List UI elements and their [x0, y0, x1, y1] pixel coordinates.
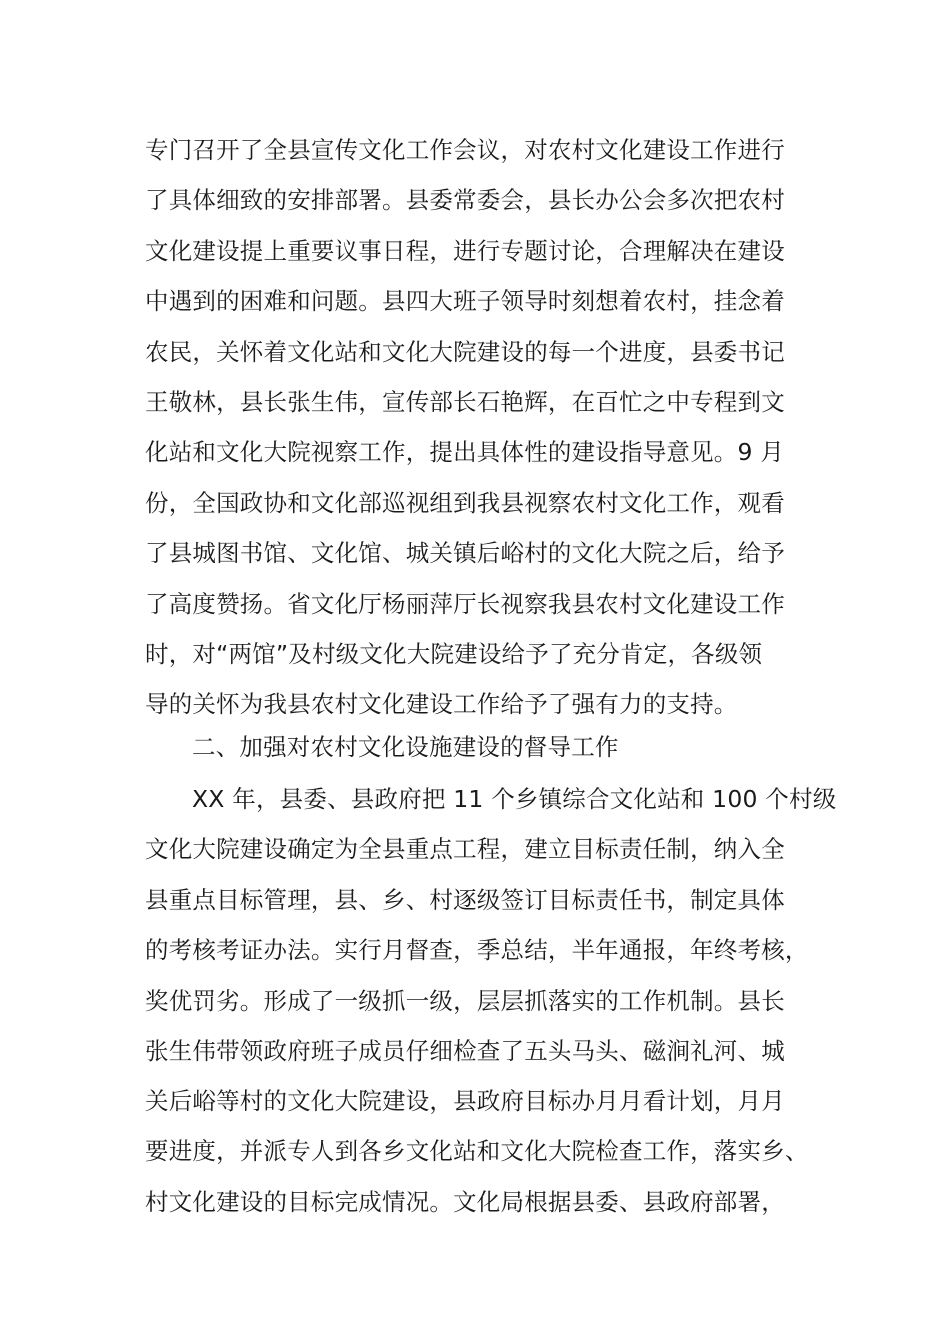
body-text-line: 份，全国政协和文化部巡视组到我县视察农村文化工作，观看	[145, 489, 785, 517]
body-text-line: 县重点目标管理，县、乡、村逐级签订目标责任书，制定具体	[145, 886, 785, 914]
body-text-line: XX 年，县委、县政府把 11 个乡镇综合文化站和 100 个村级	[192, 785, 837, 813]
body-text-line: 的考核考证办法。实行月督查，季总结，半年通报，年终考核，	[145, 936, 809, 964]
body-text-line: 王敬林，县长张生伟，宣传部长石艳辉，在百忙之中专程到文	[145, 388, 785, 416]
body-text-line: 张生伟带领政府班子成员仔细检查了五头马头、磁涧礼河、城	[145, 1037, 785, 1065]
body-text-line: 村文化建设的目标完成情况。文化局根据县委、县政府部署，	[145, 1188, 785, 1216]
body-text-line: 时，对“两馆”及村级文化大院建设给予了充分肯定，各级领	[145, 640, 763, 668]
body-text-line: 导的关怀为我县农村文化建设工作给予了强有力的支持。	[145, 690, 738, 718]
body-text-line: 文化大院建设确定为全县重点工程，建立目标责任制，纳入全	[145, 835, 785, 863]
body-text-line: 农民，关怀着文化站和文化大院建设的每一个进度，县委书记	[145, 338, 785, 366]
section-heading: 二、加强对农村文化设施建设的督导工作	[192, 733, 619, 761]
body-text-line: 化站和文化大院视察工作，提出具体性的建设指导意见。9 月	[145, 438, 785, 466]
body-text-line: 了具体细致的安排部署。县委常委会，县长办公会多次把农村	[145, 186, 785, 214]
body-text-line: 文化建设提上重要议事日程，进行专题讨论，合理解决在建设	[145, 237, 785, 265]
body-text-line: 奖优罚劣。形成了一级抓一级，层层抓落实的工作机制。县长	[145, 987, 785, 1015]
body-text-line: 了县城图书馆、文化馆、城关镇后峪村的文化大院之后，给予	[145, 539, 785, 567]
body-text-line: 关后峪等村的文化大院建设，县政府目标办月月看计划，月月	[145, 1087, 785, 1115]
body-text-line: 中遇到的困难和问题。县四大班子领导时刻想着农村，挂念着	[145, 287, 785, 315]
body-text-line: 要进度，并派专人到各乡文化站和文化大院检查工作，落实乡、	[145, 1137, 809, 1165]
body-text-line: 了高度赞扬。省文化厅杨丽萍厅长视察我县农村文化建设工作	[145, 590, 785, 618]
body-text-line: 专门召开了全县宣传文化工作会议，对农村文化建设工作进行	[145, 136, 785, 164]
